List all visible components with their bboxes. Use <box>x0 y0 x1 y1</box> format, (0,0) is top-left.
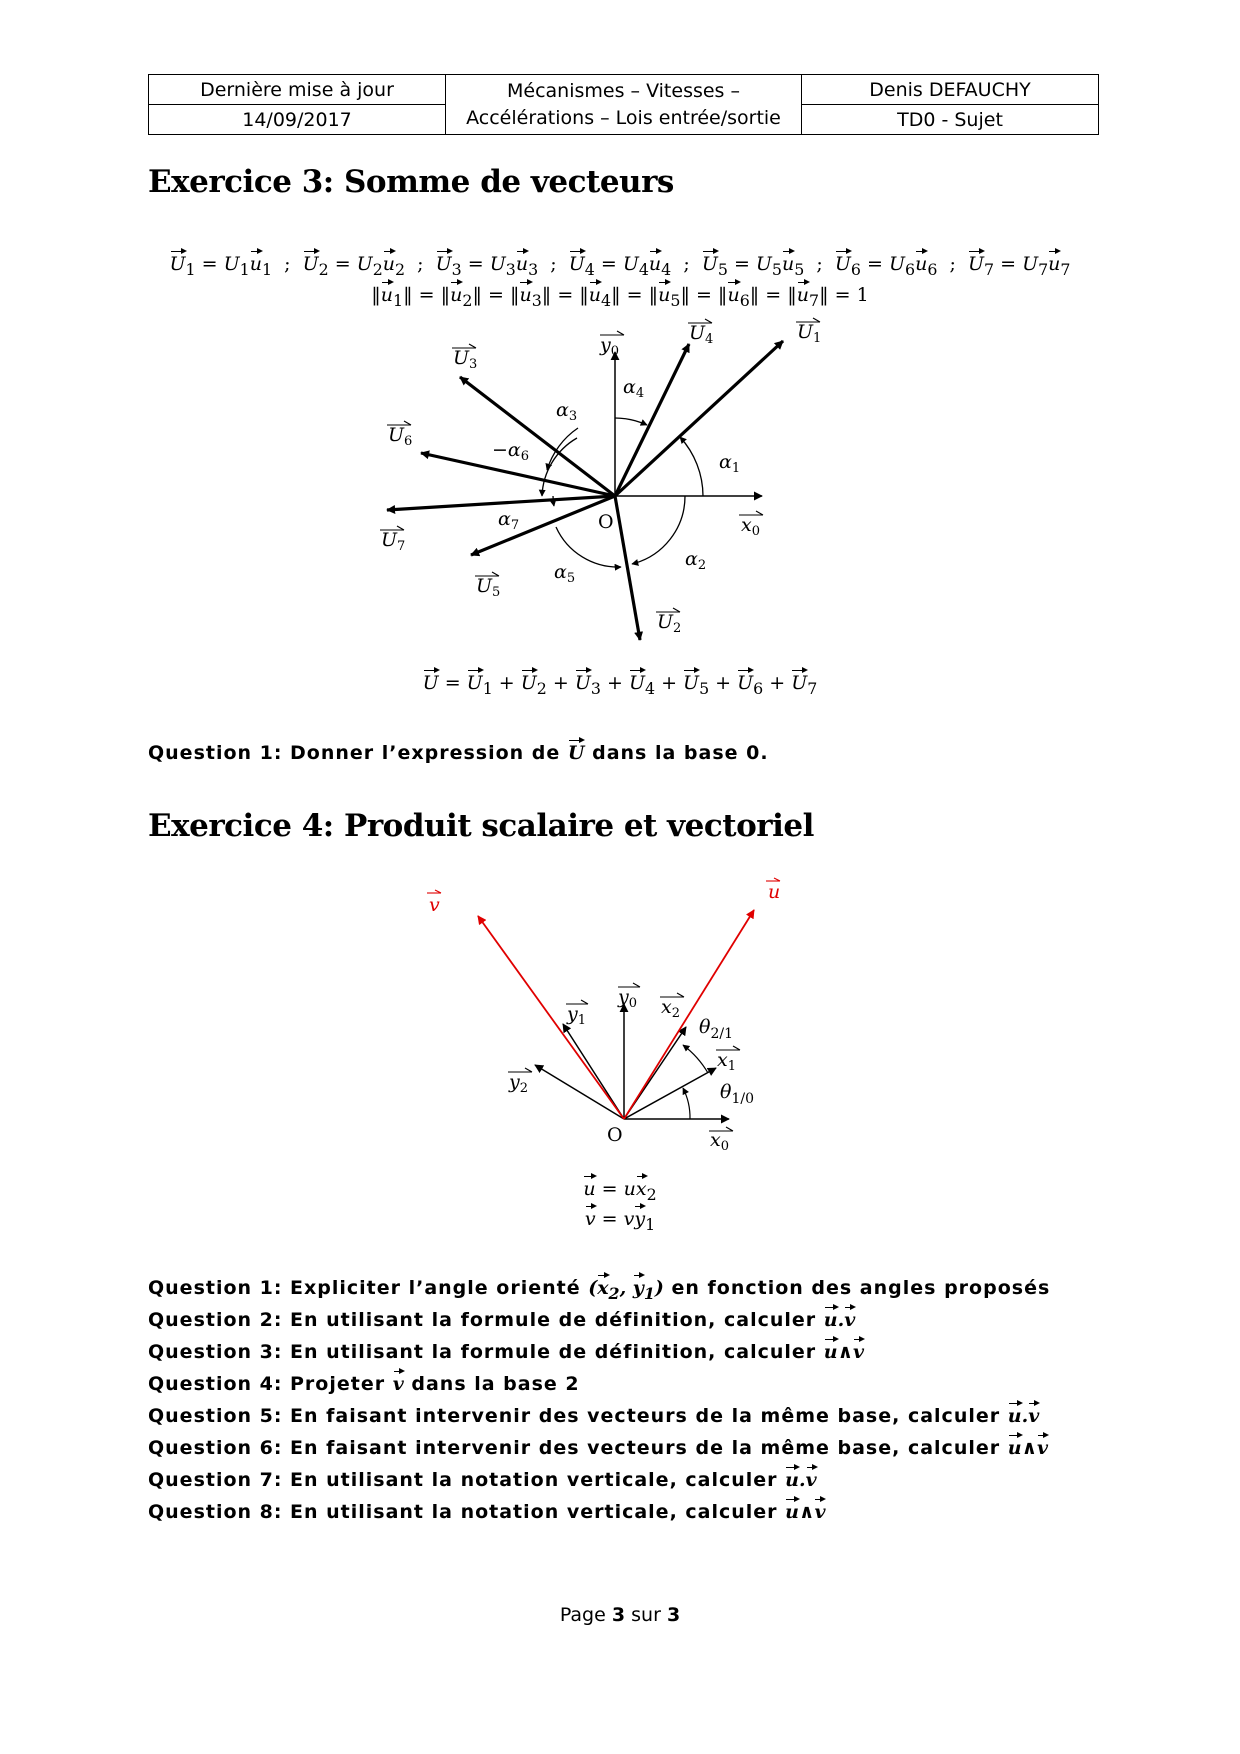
page-number: 3 <box>611 1604 626 1626</box>
last-update-label: Dernière mise à jour <box>149 75 446 105</box>
fig1-U4-label: $U_4$ <box>689 322 714 347</box>
ex4-question-1: Question 1: Expliciter l’angle orienté ($x_2$, $y_1$) en fonction des angles proposés <box>148 1277 1051 1303</box>
fig1-alpha5-label: $\alpha_5$ <box>554 561 576 586</box>
fig1-U1-label: $U_1$ <box>797 321 822 346</box>
doc-title-line2: Accélérations – Lois entrée/sortie <box>466 106 781 129</box>
fig2-theta10-label: $\theta_{1/0}$ <box>720 1081 754 1107</box>
ex4-question-5: Question 5: En faisant intervenir des vecteurs de la même base, calculer u.v <box>148 1405 1040 1427</box>
ex3-question-1: Question 1: Donner l’expression de U dans la base 0. <box>148 742 769 764</box>
fig1-U6-label: $U_6$ <box>388 424 413 449</box>
fig2-y1-label: $y_1$ <box>567 1003 587 1028</box>
fig1-alpha4-label: $\alpha_4$ <box>623 376 645 401</box>
page-footer: Page 3 sur 3 <box>559 1604 681 1626</box>
fig1-alpha2-label: $\alpha_2$ <box>685 548 707 573</box>
doc-title <box>446 75 802 135</box>
ex4-question-7: Question 7: En utilisant la notation verticale, calculer u.v <box>148 1469 817 1491</box>
fig1-alpha6-label: $-\alpha_6$ <box>492 439 530 464</box>
fig1-origin-label: O <box>598 511 614 533</box>
ex4-question-6: Question 6: En faisant intervenir des vecteurs de la même base, calculer u∧v <box>148 1437 1049 1459</box>
vector-sum-figure <box>0 300 1240 650</box>
fig1-U3-label: $U_3$ <box>453 347 478 372</box>
fig2-y0-label: $y_0$ <box>618 986 638 1011</box>
fig2-y2-label: $y_2$ <box>509 1071 529 1096</box>
exercise4-title: Exercice 4: Produit scalaire et vectoriel <box>148 808 814 844</box>
ex3-norm-line: $‖u_1‖$ = $‖u_2‖$ = $‖u_3‖$ = $‖u_4‖$ = $‖u_5‖$ = $‖u_6‖$ = $‖u_7‖ = 1$ <box>371 284 869 310</box>
update-date: 14/09/2017 <box>149 105 446 135</box>
fig1-y0-label: $y_0$ <box>600 334 620 359</box>
fig1-U2-label: $U_2$ <box>657 611 682 636</box>
fig1-alpha1-label: $\alpha_1$ <box>719 451 741 476</box>
fig1-x0-label: $x_0$ <box>741 514 760 539</box>
fig1-alpha3-label: $\alpha_3$ <box>556 399 578 424</box>
dot-cross-product-figure <box>0 870 1240 1160</box>
doc-type: TD0 - Sujet <box>802 105 1099 135</box>
ex4-question-4: Question 4: Projeter v dans la base 2 <box>148 1373 580 1395</box>
fig1-U5-label: $U_5$ <box>476 575 501 600</box>
fig2-x0-label: $x_0$ <box>710 1129 729 1154</box>
doc-title-line1: Mécanismes – Vitesses – <box>507 79 740 102</box>
fig2-origin-label: O <box>607 1124 623 1146</box>
fig2-v-label: v <box>429 894 440 916</box>
fig2-x2-label: $x_2$ <box>661 996 680 1021</box>
fig2-x1-label: $x_1$ <box>717 1049 736 1074</box>
exercise3-title: Exercice 3: Somme de vecteurs <box>148 164 674 200</box>
fig2-u-label: u <box>768 881 781 903</box>
fig1-alpha7-label: $\alpha_7$ <box>498 508 520 533</box>
ex4-question-2: Question 2: En utilisant la formule de définition, calculer u.v <box>148 1309 856 1331</box>
fig2-theta21-label: $\theta_{2/1}$ <box>699 1016 733 1042</box>
ex4-v-definition: $v = vy_1$ <box>584 1208 656 1234</box>
header-table <box>148 74 1099 135</box>
ex3-definition-line: $U_1 = U_1u_1$ ; $U_2 = U_2u_2$ ; $U_3 = U_3u_3$ ; $U_4 = U_4u_4$ ; $U_5 = U_5u_5$ ; $U_6 = U_6u_6$ ; $U_7 = U_7u_7$ <box>169 253 1071 279</box>
ex4-question-3: Question 3: En utilisant la formule de définition, calculer u∧v <box>148 1341 865 1363</box>
ex4-question-8: Question 8: En utilisant la notation verticale, calculer u∧v <box>148 1501 826 1523</box>
page-total: 3 <box>666 1604 681 1626</box>
ex4-u-definition: $u = ux_2$ <box>583 1178 657 1204</box>
author: Denis DEFAUCHY <box>802 75 1099 105</box>
fig1-U7-label: $U_7$ <box>381 529 406 554</box>
ex3-sum-line: $U = U_1 + U_2 + U_3 + U_4 + U_5 + U_6 + U_7$ <box>422 672 818 698</box>
